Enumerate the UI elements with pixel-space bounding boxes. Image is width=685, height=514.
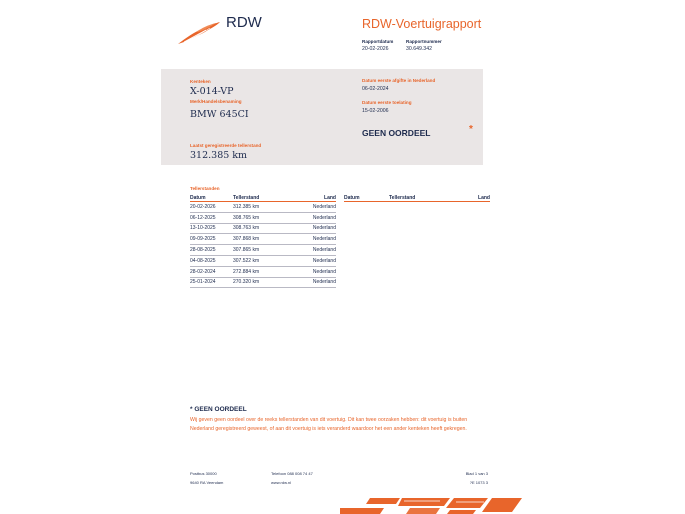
row-date: 09-09-2025	[190, 234, 233, 245]
table-row	[190, 277, 336, 288]
readings-header-row	[190, 194, 336, 202]
verdict-text: GEEN OORDEEL	[362, 128, 431, 138]
col-date: Datum	[344, 194, 389, 202]
rdw-logo-icon	[176, 20, 222, 46]
row-date: 28-02-2024	[190, 266, 233, 277]
first-admission-value: 15-02-2006	[362, 108, 389, 114]
row-country: Nederland	[283, 202, 336, 213]
row-odometer: 270.320 km	[233, 277, 283, 288]
row-odometer: 308.765 km	[233, 212, 283, 223]
row-country: Nederland	[283, 266, 336, 277]
row-date: 06-12-2025	[190, 212, 233, 223]
note-text: Wij geven geen oordeel over de reeks tellerstanden van dit voertuig. Dit kan twee oorzaken hebben: dit voertuig is buiten Nederland geregistreerd geweest, of aan dit voertuig is iets veranderd waardoor het een ander kenteken heeft gekregen.	[190, 417, 468, 432]
report-date: 20-02-2026	[362, 46, 389, 52]
report-date-label: Rapportdatum	[362, 39, 394, 44]
table-row	[190, 212, 336, 223]
table-row	[190, 234, 336, 245]
row-date: 20-02-2026	[190, 202, 233, 213]
row-date: 25-01-2024	[190, 277, 233, 288]
row-date: 04-08-2025	[190, 255, 233, 266]
make-value: BMW 645CI	[190, 109, 249, 120]
footer-address-line2: 9640 RA Veendam	[190, 480, 224, 485]
col-date: Datum	[190, 194, 233, 202]
row-country: Nederland	[283, 212, 336, 223]
col-odometer: Tellerstand	[389, 194, 439, 202]
row-odometer: 308.763 km	[233, 223, 283, 234]
decorative-stripes-icon	[340, 496, 526, 514]
footer-phone: Telefoon 088 008 74 47	[271, 471, 313, 476]
first-admission-label: Datum eerste toelating	[362, 100, 412, 105]
table-row	[190, 266, 336, 277]
plate-label: Kenteken	[190, 79, 211, 84]
first-registration-nl-label: Datum eerste afgifte in Nederland	[362, 78, 436, 83]
footer-website[interactable]: www.rdw.nl	[271, 480, 292, 485]
row-country: Nederland	[283, 255, 336, 266]
first-registration-nl-value: 06-02-2024	[362, 86, 389, 92]
row-date: 13-10-2025	[190, 223, 233, 234]
row-country: Nederland	[283, 223, 336, 234]
col-country: Land	[283, 194, 336, 202]
readings-header-row	[344, 194, 490, 202]
row-date: 28-08-2025	[190, 245, 233, 256]
row-odometer: 307.522 km	[233, 255, 283, 266]
row-country: Nederland	[283, 234, 336, 245]
odometer-value: 312.385 km	[190, 150, 248, 161]
note-title: * GEEN OORDEEL	[190, 406, 247, 413]
row-odometer: 312.385 km	[233, 202, 283, 213]
readings-table-continued	[344, 194, 490, 202]
table-row	[190, 255, 336, 266]
verdict-asterisk: *	[469, 124, 473, 135]
plate-value: X-014-VP	[190, 86, 234, 97]
row-odometer: 272.884 km	[233, 266, 283, 277]
readings-table	[190, 194, 336, 288]
table-row	[190, 202, 336, 213]
col-country: Land	[439, 194, 490, 202]
row-odometer: 307.868 km	[233, 234, 283, 245]
table-row	[190, 245, 336, 256]
row-country: Nederland	[283, 245, 336, 256]
make-label: Merk/Handelsbenaming	[190, 99, 242, 104]
odometer-label: Laatst geregistreerde tellerstand	[190, 143, 262, 148]
table-row	[190, 223, 336, 234]
report-number-label: Rapportnummer	[406, 39, 442, 44]
row-country: Nederland	[283, 277, 336, 288]
readings-title: Tellerstanden	[190, 186, 220, 191]
row-odometer: 307.865 km	[233, 245, 283, 256]
logo-text: RDW	[226, 14, 262, 31]
report-number: 30.649.342	[406, 46, 432, 52]
col-odometer: Tellerstand	[233, 194, 283, 202]
footer-address-line1: Postbus 30000	[190, 471, 217, 476]
report-title: RDW-Voertuigrapport	[362, 17, 482, 31]
